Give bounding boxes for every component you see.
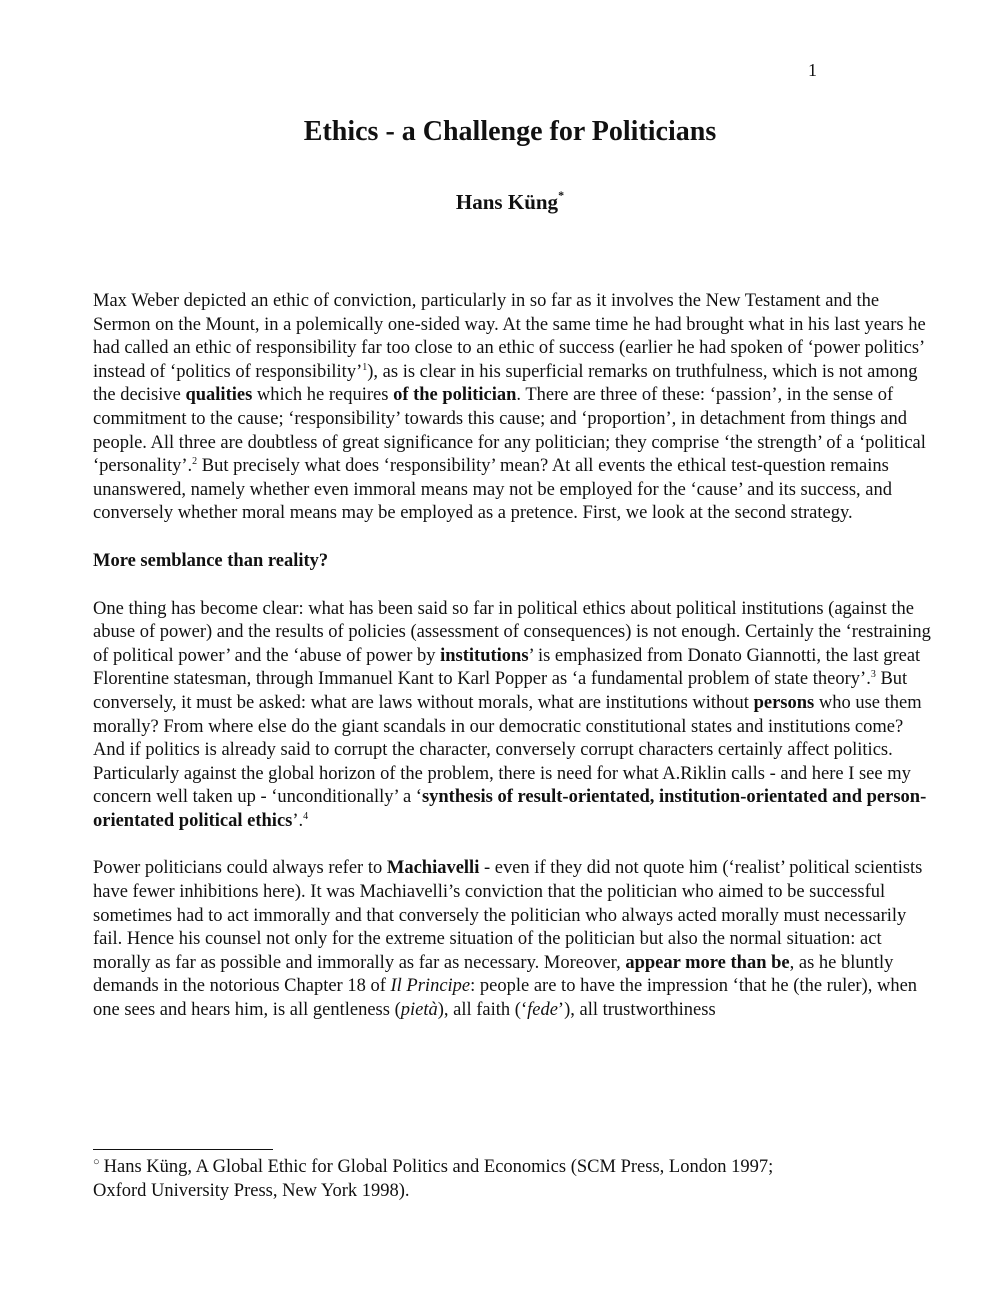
italic-pieta: pietà [400,1000,438,1021]
footnote-ref-2: 2 [192,456,198,467]
bold-synthesis: synthesis of result-orientated, institution-orientated and person-orientated political ethics [93,787,927,831]
footnote-ref-4: 4 [303,810,309,822]
footnote-divider [93,1149,273,1150]
footnote [93,1156,813,1203]
paragraph-1: Max Weber depicted an ethic of conviction, particularly in so far as it involves the New Testament and the Sermon on the Mount, in a polemically one-sided way. At the same time he had brought what in his last years he had called an ethic of responsibility far too close to an ethic of success (earlier he had spoken of ‘power politics’ instead of ‘politics of responsibility’$^1$), as is clear in his superficial remarks on truthfulness, which is not among the decisive qualities which he requires of the politician. There are three of these: ‘passion’, in the sense of commitment to the cause; ‘responsibility’ towards this cause; and ‘proportion’, in detachment from things and people. All three are doubtless of great significance for any politician; they comprise ‘the strength’ of a ‘political ‘personality’.$^2$ But precisely what does ‘responsibility’ mean? At all events the ethical test-question remains unanswered, namely whether even immoral means may not be employed for the ‘cause’ and its success, and conversely whether moral means may be employed as a pretence. First, we look at the second strategy. [93,291,926,524]
bold-appear-more-than-be: appear more than be [625,952,790,973]
bold-persons: persons [753,692,815,713]
bold-of-the-politician: of the politician [393,385,517,406]
italic-fede: fede [527,1000,558,1021]
bold-institutions: institutions [440,645,529,666]
footnote-mark: ○ [93,1155,100,1168]
page-number: 1 [808,60,817,80]
footnote-text: Hans Küng, A Global Ethic for Global Politics and Economics (SCM Press, London 1997; Oxford University Press, New York 1998). [93,1157,774,1201]
section-heading: More semblance than reality? [93,550,329,571]
author-name: Hans Küng [455,190,559,214]
paragraph-2: One thing has become clear: what has been said so far in political ethics about political institutions (against the abuse of power) and the results of policies (assessment of consequences) is not enough. Certainly the ‘restraining of political power’ and the ‘abuse of power by institutions’ is emphasized from Donato Giannotti, the last great Florentine statesman, through Immanuel Kant to Karl Popper as ‘a fundamental problem of state theory’.$^3$ But conversely, it must be asked: what are laws without morals, what are institutions without persons who use them morally? From where else do the giant scandals in our democratic constitutional states and institutions come? And if politics is already said to corrupt the character, conversely corrupt characters certainly affect politics. Particularly against the global horizon of the problem, there is need for what A.Riklin calls - and here I see my concern well taken up - ‘unconditionally’ a ‘synthesis of result-orientated, institution-orientated and person-orientated political ethics’.$^4$ [93,598,931,831]
footnote-ref-3: 3 [870,669,876,681]
bold-machiavelli: Machiavelli [386,858,480,879]
bold-qualities: qualities [185,385,253,406]
author-footnote-mark: * [558,188,565,202]
paragraph-3: Power politicians could always refer to Machiavelli - even if they did not quote him (‘realist’ political scientists have fewer inhibitions here). It was Machiavelli’s conviction that the politician who aimed to be successful sometimes had to act immorally and that conversely the politician who always acted morally must necessarily fail. Hence his counsel not only for the extreme situation of the politician but also the normal situation: act morally as far as possible and immorally as far as necessary. Moreover, appear more than be, as he bluntly demands in the notorious Chapter 18 of Il Principe: people are to have the impression ‘that he (the ruler), when one sees and hears him, is all gentleness (pietà), all faith (‘fede’), all trustworthiness [93,858,923,1021]
document-title: Ethics - a Challenge for Politicians [303,116,717,147]
italic-il-principe: Il Principe [390,976,471,997]
footnote-ref-1: 1 [362,361,368,373]
document-body [93,290,933,1023]
author-line [0,190,1000,215]
